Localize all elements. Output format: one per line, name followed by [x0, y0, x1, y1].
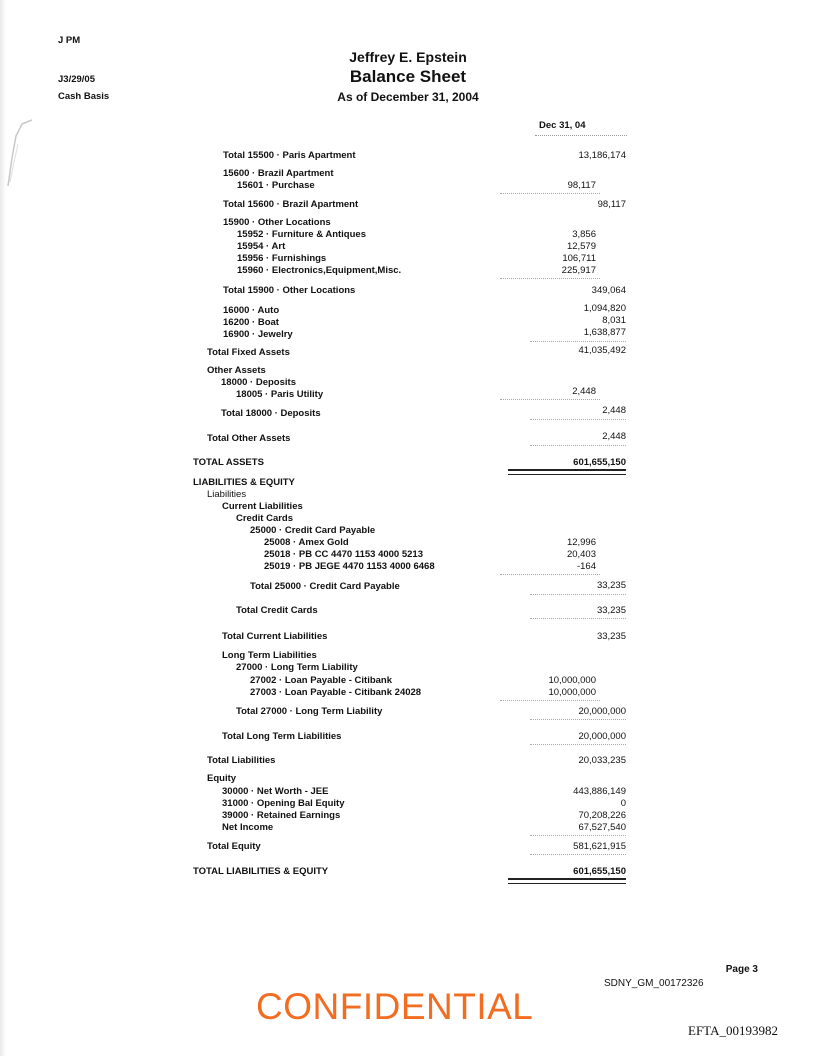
row-label-15960: 15960 · Electronics,Equipment,Misc. [237, 265, 402, 276]
subtotal-rule [500, 574, 600, 575]
row-value-16000: 1,094,820 [583, 303, 626, 314]
row-label-total-25000: Total 25000 · Credit Card Payable [250, 581, 400, 592]
row-label-15601: 15601 · Purchase [237, 180, 315, 191]
row-label-18000: 18000 · Deposits [221, 377, 296, 388]
row-label-long-term-liabilities: Long Term Liabilities [222, 650, 317, 661]
row-label-25008: 25008 · Amex Gold [264, 537, 349, 548]
confidential-stamp: CONFIDENTIAL [256, 986, 534, 1027]
row-value-total-25000: 33,235 [596, 580, 626, 591]
row-label-credit-cards: Credit Cards [236, 513, 294, 524]
row-value-16900: 1,638,877 [583, 327, 626, 338]
row-label-27000: 27000 · Long Term Liability [236, 662, 358, 673]
subtotal-rule [530, 719, 626, 720]
company-name: Jeffrey E. Epstein [349, 49, 467, 65]
row-value-total-liabilities: 20,033,235 [578, 755, 626, 766]
row-label-equity: Equity [207, 773, 237, 784]
row-label-total-assets: TOTAL ASSETS [193, 457, 264, 468]
row-value-15956: 106,711 [562, 253, 596, 264]
row-label-25018: 25018 · PB CC 4470 1153 4000 5213 [264, 549, 423, 560]
row-value-39000: 70,208,226 [578, 810, 626, 821]
subtotal-rule [500, 278, 600, 279]
subtotal-rule [530, 618, 626, 619]
row-label-total-credit-cards: Total Credit Cards [236, 605, 318, 616]
subtotal-rule [500, 700, 600, 701]
row-value-30000: 443,886,149 [573, 786, 626, 797]
row-label-18005: 18005 · Paris Utility [236, 389, 324, 400]
report-time: J PM [58, 35, 81, 46]
bates-number: SDNY_GM_00172326 [604, 978, 704, 989]
row-label-other-assets: Other Assets [207, 365, 266, 376]
row-value-25019: -164 [576, 561, 596, 572]
subtotal-rule [500, 193, 600, 194]
row-label-total-long-term-liabilities: Total Long Term Liabilities [222, 731, 342, 742]
subtotal-rule [530, 835, 626, 836]
row-value-total-fixed-assets: 41,035,492 [578, 345, 626, 356]
row-label-total-27000: Total 27000 · Long Term Liability [236, 706, 383, 717]
row-value-total-15900: 349,064 [591, 285, 626, 296]
row-value-27002: 10,000,000 [548, 675, 596, 686]
row-value-15952: 3,856 [572, 229, 596, 240]
row-value-16200: 8,031 [602, 315, 626, 326]
subtotal-rule [530, 594, 626, 595]
subtotal-rule [530, 445, 626, 446]
row-value-total-current-liabilities: 33,235 [596, 631, 626, 642]
row-label-total-liabilities: Total Liabilities [207, 755, 276, 766]
report-as-of: As of December 31, 2004 [337, 90, 479, 104]
row-label-16000: 16000 · Auto [223, 305, 280, 316]
row-value-total-assets: 601,655,150 [573, 457, 626, 468]
row-label-total-18000: Total 18000 · Deposits [221, 408, 321, 419]
row-label-27003: 27003 · Loan Payable - Citibank 24028 [250, 687, 422, 698]
row-value-15954: 12,579 [566, 241, 596, 252]
row-value-25018: 20,403 [566, 549, 596, 560]
row-label-liabilities: Liabilities [207, 489, 247, 500]
row-label-31000: 31000 · Opening Bal Equity [222, 798, 345, 809]
row-label-liabilities-equity: LIABILITIES & EQUITY [193, 477, 295, 488]
report-title: Balance Sheet [349, 67, 467, 86]
row-value-27003: 10,000,000 [548, 687, 596, 698]
subtotal-rule [530, 744, 626, 745]
column-header-rule [535, 135, 627, 136]
row-label-15600: 15600 · Brazil Apartment [223, 168, 334, 179]
row-label-total-other-assets: Total Other Assets [207, 433, 291, 444]
row-label-16900: 16900 · Jewelry [223, 329, 293, 340]
double-underline [508, 469, 626, 475]
row-value-total-27000: 20,000,000 [578, 706, 626, 717]
row-value-total-15500: 13,186,174 [578, 150, 626, 161]
row-label-16200: 16200 · Boat [223, 317, 279, 328]
row-value-total-18000: 2,448 [602, 405, 626, 416]
row-label-total-15900: Total 15900 · Other Locations [223, 285, 356, 296]
row-label-15956: 15956 · Furnishings [237, 253, 327, 264]
subtotal-rule [530, 341, 626, 342]
subtotal-rule [500, 399, 600, 400]
row-label-total-15500: Total 15500 · Paris Apartment [223, 150, 356, 161]
row-label-30000: 30000 · Net Worth - JEE [222, 786, 329, 797]
row-value-31000: 0 [620, 798, 626, 809]
row-value-18005: 2,448 [572, 386, 596, 397]
row-label-27002: 27002 · Loan Payable - Citibank [250, 675, 393, 686]
row-label-total-current-liabilities: Total Current Liabilities [222, 631, 328, 642]
row-label-total-15600: Total 15600 · Brazil Apartment [223, 199, 359, 210]
scan-artifact-mark [6, 118, 36, 188]
row-value-15601: 98,117 [567, 180, 596, 191]
row-label-total-liabilities-equity: TOTAL LIABILITIES & EQUITY [193, 866, 329, 877]
row-value-total-equity: 581,621,915 [573, 841, 626, 852]
row-label-39000: 39000 · Retained Earnings [222, 810, 341, 821]
row-label-25000: 25000 · Credit Card Payable [250, 525, 376, 536]
row-value-25008: 12,996 [566, 537, 596, 548]
row-value-total-liabilities-equity: 601,655,150 [573, 866, 626, 877]
row-label-total-fixed-assets: Total Fixed Assets [207, 347, 290, 358]
row-label-total-equity: Total Equity [207, 841, 261, 852]
column-header: Dec 31, 04 [539, 120, 586, 131]
row-label-15952: 15952 · Furniture & Antiques [237, 229, 366, 240]
report-date: J3/29/05 [58, 74, 95, 85]
row-label-25019: 25019 · PB JEGE 4470 1153 4000 6468 [264, 561, 435, 572]
row-value-total-credit-cards: 33,235 [596, 605, 626, 616]
row-label-current-liabilities: Current Liabilities [222, 501, 303, 512]
subtotal-rule [530, 419, 626, 420]
double-underline [508, 878, 626, 884]
subtotal-rule [530, 854, 626, 855]
efta-number: EFTA_00193982 [688, 1023, 778, 1038]
row-value-total-long-term-liabilities: 20,000,000 [578, 731, 626, 742]
row-label-15954: 15954 · Art [237, 241, 286, 252]
row-value-total-15600: 98,117 [597, 199, 626, 210]
report-basis: Cash Basis [58, 91, 110, 102]
row-value-15960: 225,917 [561, 265, 596, 276]
row-value-total-other-assets: 2,448 [602, 431, 626, 442]
row-label-15900: 15900 · Other Locations [223, 217, 331, 228]
row-value-net-income: 67,527,540 [578, 822, 626, 833]
row-label-net-income: Net Income [222, 822, 274, 833]
page-number: Page 3 [725, 964, 758, 975]
